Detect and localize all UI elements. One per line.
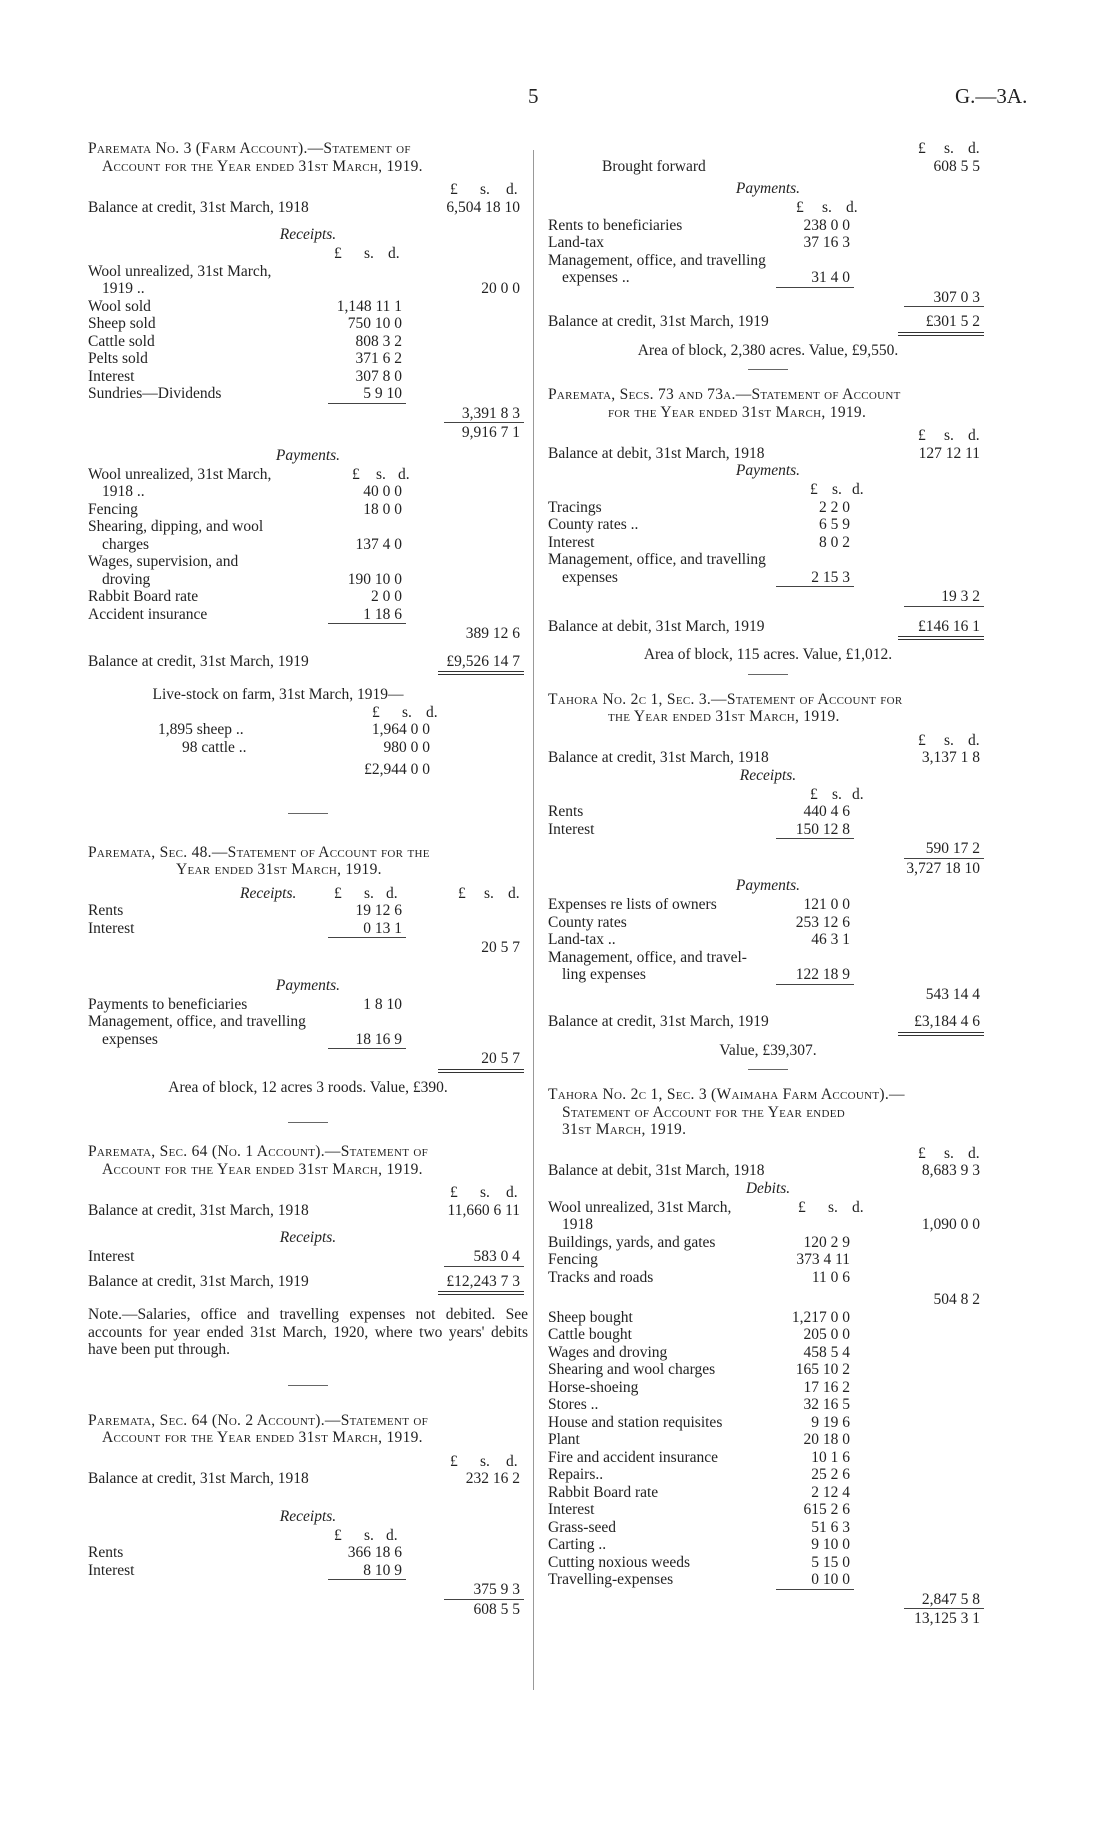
list-item: charges 137 4 0	[102, 535, 402, 553]
balance-row: Balance at credit, 31st March, 1919 £3,184 4 6	[548, 1013, 980, 1030]
payments-total: 20 5 7	[481, 1050, 520, 1067]
receipts-total: 20 5 7	[481, 939, 520, 956]
currency-header: £ s. d.	[450, 1452, 518, 1470]
list-item: expenses 2 15 3	[562, 568, 850, 586]
payments-heading: Payments.	[735, 180, 801, 197]
list-item: Sheep sold 750 10 0	[88, 315, 402, 332]
receipts-heading: Receipts.	[279, 1229, 337, 1246]
list-item: Cutting noxious weeds 5 15 0	[548, 1553, 850, 1571]
list-item: Management, office, and travelling	[548, 551, 766, 568]
value-text: Value, £39,307.	[719, 1041, 817, 1059]
carried-total: 608 5 5	[473, 1600, 520, 1618]
list-item: Tracings 2 2 0	[548, 498, 850, 516]
area-text: Area of block, 2,380 acres. Value, £9,550.	[637, 341, 899, 359]
balance-row: Balance at debit, 31st March, 1918 8,683 9 3	[548, 1162, 980, 1179]
list-item: Interest 0 13 1	[88, 919, 402, 937]
list-item: Travelling-expenses 0 10 0	[548, 1571, 850, 1588]
tahora-title: Tahora No. 2c 1, Sec. 3.—Statement of Account for the Year ended 31st March, 1919.	[548, 690, 903, 725]
list-item: House and station requisites 9 19 6	[548, 1413, 850, 1431]
list-item: Wages and droving 458 5 4	[548, 1343, 850, 1361]
list-item: Wool unrealized, 31st March,	[88, 262, 272, 280]
balance-row: Balance at credit, 31st March, 1918 11,660 6 11	[88, 1201, 520, 1219]
payments-total: 19 3 2	[941, 588, 980, 605]
list-item: Buildings, yards, and gates 120 2 9	[548, 1233, 850, 1251]
receipts-heading: Receipts.	[279, 1507, 337, 1525]
sec64-1-title: Paremata, Sec. 64 (No. 1 Account).—Statement of Account for the Year ended 31st March, 1919.	[88, 1143, 429, 1178]
list-item: Grass-seed 51 6 3	[548, 1518, 850, 1536]
list-item: Interest 150 12 8	[548, 820, 850, 838]
list-item: Management, office, and travel-	[548, 948, 747, 966]
note-text: Note.—Salaries, office and travelling expenses not debited. See accounts for year ended 31st March, 1920, where two years' debits have been put through.	[88, 1306, 528, 1358]
receipts-heading: Receipts.	[279, 226, 337, 243]
right-column	[548, 140, 988, 1628]
list-item: 1,895 sheep .. 1,964 0 0	[158, 721, 430, 738]
area-text: Area of block, 115 acres. Value, £1,012.	[643, 646, 893, 663]
list-item: County rates 253 12 6	[548, 913, 850, 931]
list-item: Sundries—Dividends 5 9 10	[88, 385, 402, 402]
sec73-title: Paremata, Secs. 73 and 73a.—Statement of Account for the Year ended 31st March, 1919.	[548, 386, 901, 421]
list-item: Interest 615 2 6	[548, 1501, 850, 1518]
currency-header: Receipts. £ s. d. £ s. d.	[240, 884, 520, 902]
farm3-title: Paremata No. 3 (Farm Account).—Statement of Account for the Year ended 31st March, 1919.	[88, 140, 423, 175]
currency-header: £ s. d.	[918, 731, 980, 749]
payments-heading: Payments.	[275, 446, 341, 464]
sec48-title: Paremata, Sec. 48.—Statement of Account for the Year ended 31st March, 1919.	[88, 843, 430, 878]
list-item: Rabbit Board rate 2 12 4	[548, 1483, 850, 1501]
list-item: 1919 .. 20 0 0	[102, 280, 520, 297]
list-item: Rabbit Board rate 2 0 0	[88, 588, 402, 605]
currency-header: £ s. d.	[450, 181, 518, 198]
balance-row: Balance at credit, 31st March, 1919 £12,243 7 3	[88, 1272, 520, 1290]
currency-header: £ s. d.	[918, 427, 980, 444]
list-item: Cattle bought 205 0 0	[548, 1326, 850, 1343]
list-item: ling expenses 122 18 9	[562, 966, 850, 983]
list-item: Plant 20 18 0	[548, 1431, 850, 1448]
list-item: Wages, supervision, and	[88, 553, 239, 570]
list-item: Sheep bought 1,217 0 0	[548, 1308, 850, 1326]
list-item: Interest 8 10 9	[88, 1561, 402, 1579]
list-item: Expenses re lists of owners 121 0 0	[548, 896, 850, 913]
payments-heading: Payments.	[735, 462, 801, 479]
currency-header: £ s. d.	[918, 140, 980, 157]
currency-header: £ s. d.	[796, 199, 858, 216]
list-item: expenses 18 16 9	[102, 1030, 402, 1048]
balance-row: Balance at debit, 31st March, 1919 £146 16 1	[548, 617, 980, 635]
debits-subtotal: 504 8 2	[933, 1291, 980, 1308]
payments-total: 389 12 6	[465, 625, 520, 642]
receipts-total: 375 9 3	[473, 1581, 520, 1598]
balance-row: Balance at credit, 31st March, 1918 232 16 2	[88, 1470, 520, 1487]
list-item: Cattle sold 808 3 2	[88, 332, 402, 350]
list-item: Carting .. 9 10 0	[548, 1536, 850, 1553]
list-item: Tracks and roads 11 0 6	[548, 1268, 850, 1286]
list-item: Interest 307 8 0	[88, 367, 402, 385]
list-item: Rents to beneficiaries 238 0 0	[548, 216, 850, 234]
area-text: Area of block, 12 acres 3 roods. Value, £390.	[168, 1078, 448, 1096]
list-item: Wool unrealized, 31st March, £ s. d.	[548, 1198, 864, 1216]
left-column	[88, 140, 528, 1618]
payments-total: 543 14 4	[925, 985, 980, 1003]
list-item: Fencing 373 4 11	[548, 1251, 850, 1268]
list-item: Interest 8 0 2	[548, 533, 850, 551]
list-item: Land-tax 37 16 3	[548, 234, 850, 251]
currency-header: £ s. d.	[450, 1184, 518, 1201]
grand-total: 9,916 7 1	[461, 424, 520, 441]
list-item: County rates .. 6 5 9	[548, 516, 850, 533]
list-item: Payments to beneficiaries 1 8 10	[88, 995, 402, 1013]
payments-total: 307 0 3	[933, 288, 980, 306]
livestock-title: Live-stock on farm, 31st March, 1919—	[152, 686, 404, 703]
brought-forward-row: Brought forward 608 5 5	[602, 157, 980, 175]
list-item: Stores .. 32 16 5	[548, 1396, 850, 1413]
list-item: Pelts sold 371 6 2	[88, 350, 402, 367]
page-number: 5	[528, 84, 539, 108]
balance-row: Balance at debit, 31st March, 1918 127 12 11	[548, 444, 980, 462]
currency-header: £ s. d.	[372, 703, 438, 721]
currency-header: £ s. d.	[810, 785, 864, 803]
receipts-total: 590 17 2	[925, 840, 980, 857]
list-item: Interest 583 0 4	[88, 1248, 520, 1265]
document-id: G.—3A.	[955, 84, 1028, 108]
list-item: Management, office, and travelling	[88, 1013, 306, 1030]
balance-row: Balance at credit, 31st March, 1918 3,137 1 8	[548, 749, 980, 766]
receipts-total: 3,391 8 3	[461, 404, 520, 422]
balance-row: Balance at credit, 31st March, 1919 £9,526 14 7	[88, 652, 520, 670]
list-item: Fire and accident insurance 10 1 6	[548, 1448, 850, 1466]
balance-row: Balance at credit, 31st March, 1919 £301 5 2	[548, 313, 980, 330]
receipts-heading: Receipts.	[739, 766, 797, 784]
list-item: Management, office, and travelling	[548, 251, 766, 269]
balance-row: Balance at credit, 31st March, 1918 6,504 18 10	[88, 198, 520, 216]
list-item: Rents 366 18 6	[88, 1544, 402, 1561]
livestock-total: £2,944 0 0	[364, 761, 430, 778]
sec64-2-title: Paremata, Sec. 64 (No. 2 Account).—Statement of Account for the Year ended 31st March, 1919.	[88, 1411, 429, 1446]
list-item: expenses .. 31 4 0	[562, 269, 850, 286]
list-item: Fencing 18 0 0	[88, 500, 402, 518]
list-item: Wool sold 1,148 11 1	[88, 297, 402, 315]
list-item: Rents 440 4 6	[548, 803, 850, 820]
debits-total: 2,847 5 8	[921, 1590, 980, 1608]
list-item: Repairs.. 25 2 6	[548, 1466, 850, 1483]
column-divider	[533, 150, 534, 1690]
list-item: Land-tax .. 46 3 1	[548, 931, 850, 948]
waimaha-title: Tahora No. 2c 1, Sec. 3 (Waimaha Farm Account).— Statement of Account for the Year ended 31st March, 1919.	[548, 1086, 905, 1138]
grand-total: 13,125 3 1	[914, 1610, 980, 1627]
currency-header: £ s. d.	[334, 245, 400, 262]
debits-heading: Debits.	[745, 1179, 791, 1197]
currency-header: £ s. d.	[334, 1526, 398, 1544]
currency-header: £ s. d.	[810, 481, 864, 498]
list-item: Shearing, dipping, and wool	[88, 518, 264, 535]
currency-header: £ s. d.	[918, 1144, 980, 1162]
list-item: Accident insurance 1 18 6	[88, 605, 402, 623]
list-item: 98 cattle .. 980 0 0	[182, 738, 430, 756]
list-item: 1918 1,090 0 0	[562, 1216, 980, 1233]
list-item: Wool unrealized, 31st March, £ s. d.	[88, 465, 410, 483]
list-item: Rents 19 12 6	[88, 902, 402, 919]
list-item: droving 190 10 0	[102, 570, 402, 588]
list-item: 1918 .. 40 0 0	[102, 483, 402, 500]
payments-heading: Payments.	[735, 877, 801, 894]
payments-heading: Payments.	[275, 976, 341, 994]
grand-total: 3,727 18 10	[906, 859, 980, 877]
list-item: Shearing and wool charges 165 10 2	[548, 1361, 850, 1378]
list-item: Horse-shoeing 17 16 2	[548, 1378, 850, 1396]
